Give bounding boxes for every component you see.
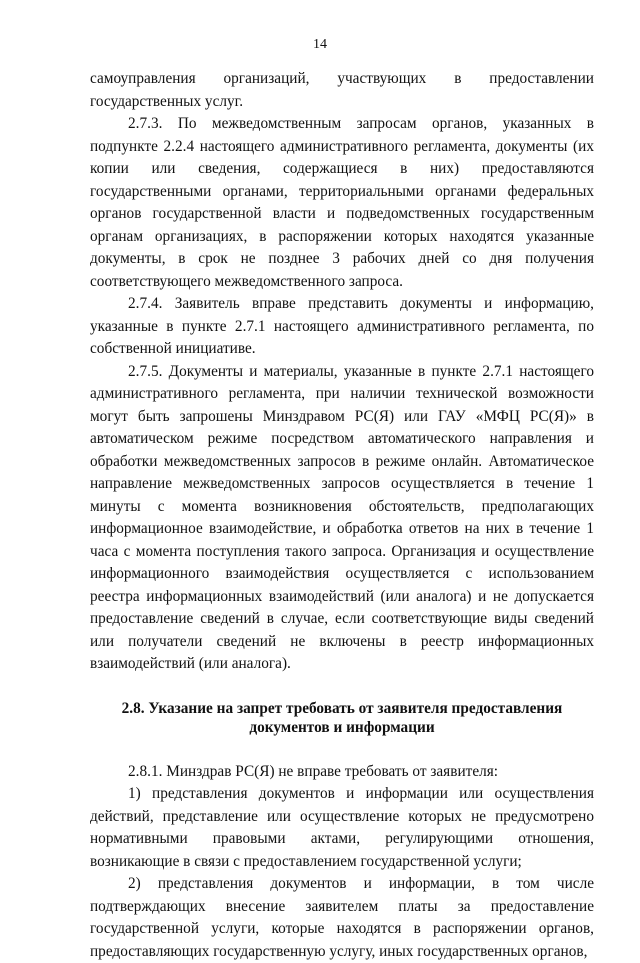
document-body bbox=[90, 68, 594, 963]
paragraph-2-7-5: 2.7.5. Документы и материалы, указанные в пункте 2.7.1 настоящего административного регламента, при наличии технической возможности могут быть запрошены Минздравом РС(Я) или ГАУ «МФЦ РС(Я)» в автоматическом режиме посредством автоматического направления и обработки межведомственных запросов в режиме онлайн. Автоматическое направление межведомственных запросов осуществляется в течение 1 минуты с момента возникновения обстоятельств, предполагающих информационное взаимодействие, и обработка ответов на них в течение 1 часа с момента поступления такого запроса. Организация и осуществление информационного взаимодействия осуществляется с использованием реестра информационных взаимодействий (или аналога) и не допускается предоставление сведений в случае, если соответствующие виды сведений или получатели сведений не включены в реестр информационных взаимодействий (или аналога). bbox=[90, 362, 594, 672]
section-heading-2-8: 2.8. Указание на запрет требовать от заявителя предоставления документов и информации bbox=[121, 699, 563, 736]
list-item-2: 2) представления документов и информации, в том числе подтверждающих внесение заявителем платы за предоставление государственной услуги, которые находятся в распоряжении органов, предоставляющих государственную услугу, иных государственных органов, bbox=[90, 875, 594, 960]
list-item-1: 1) представления документов и информации или осуществления действий, представление или осуществление которых не предусмотрено нормативными правовыми актами, регулирующими отношения, возникающие в связи с предоставлением государственной услуги; bbox=[90, 785, 594, 870]
paragraph-2-7-4: 2.7.4. Заявитель вправе представить документы и информацию, указанные в пункте 2.7.1 настоящего административного регламента, по собственной инициативе. bbox=[90, 295, 594, 357]
paragraph-2-7-3: 2.7.3. По межведомственным запросам органов, указанных в подпункте 2.2.4 настоящего административного регламента, документы (их копии или сведения, содержащиеся в них) предоставляются государственными органами, территориальными органами федеральных органов государственной власти и подведомственных государственным органам организациях, в распоряжении которых находятся указанные документы, в срок не позднее 3 рабочих дней со дня получения соответствующего межведомственного запроса. bbox=[90, 115, 594, 290]
paragraph-2-8-1: 2.8.1. Минздрав РС(Я) не вправе требовать от заявителя: bbox=[128, 762, 499, 780]
page-number: 14 bbox=[313, 37, 327, 52]
paragraph-continuation: самоуправления организаций, участвующих в предоставлении государственных услуг. bbox=[90, 70, 594, 110]
